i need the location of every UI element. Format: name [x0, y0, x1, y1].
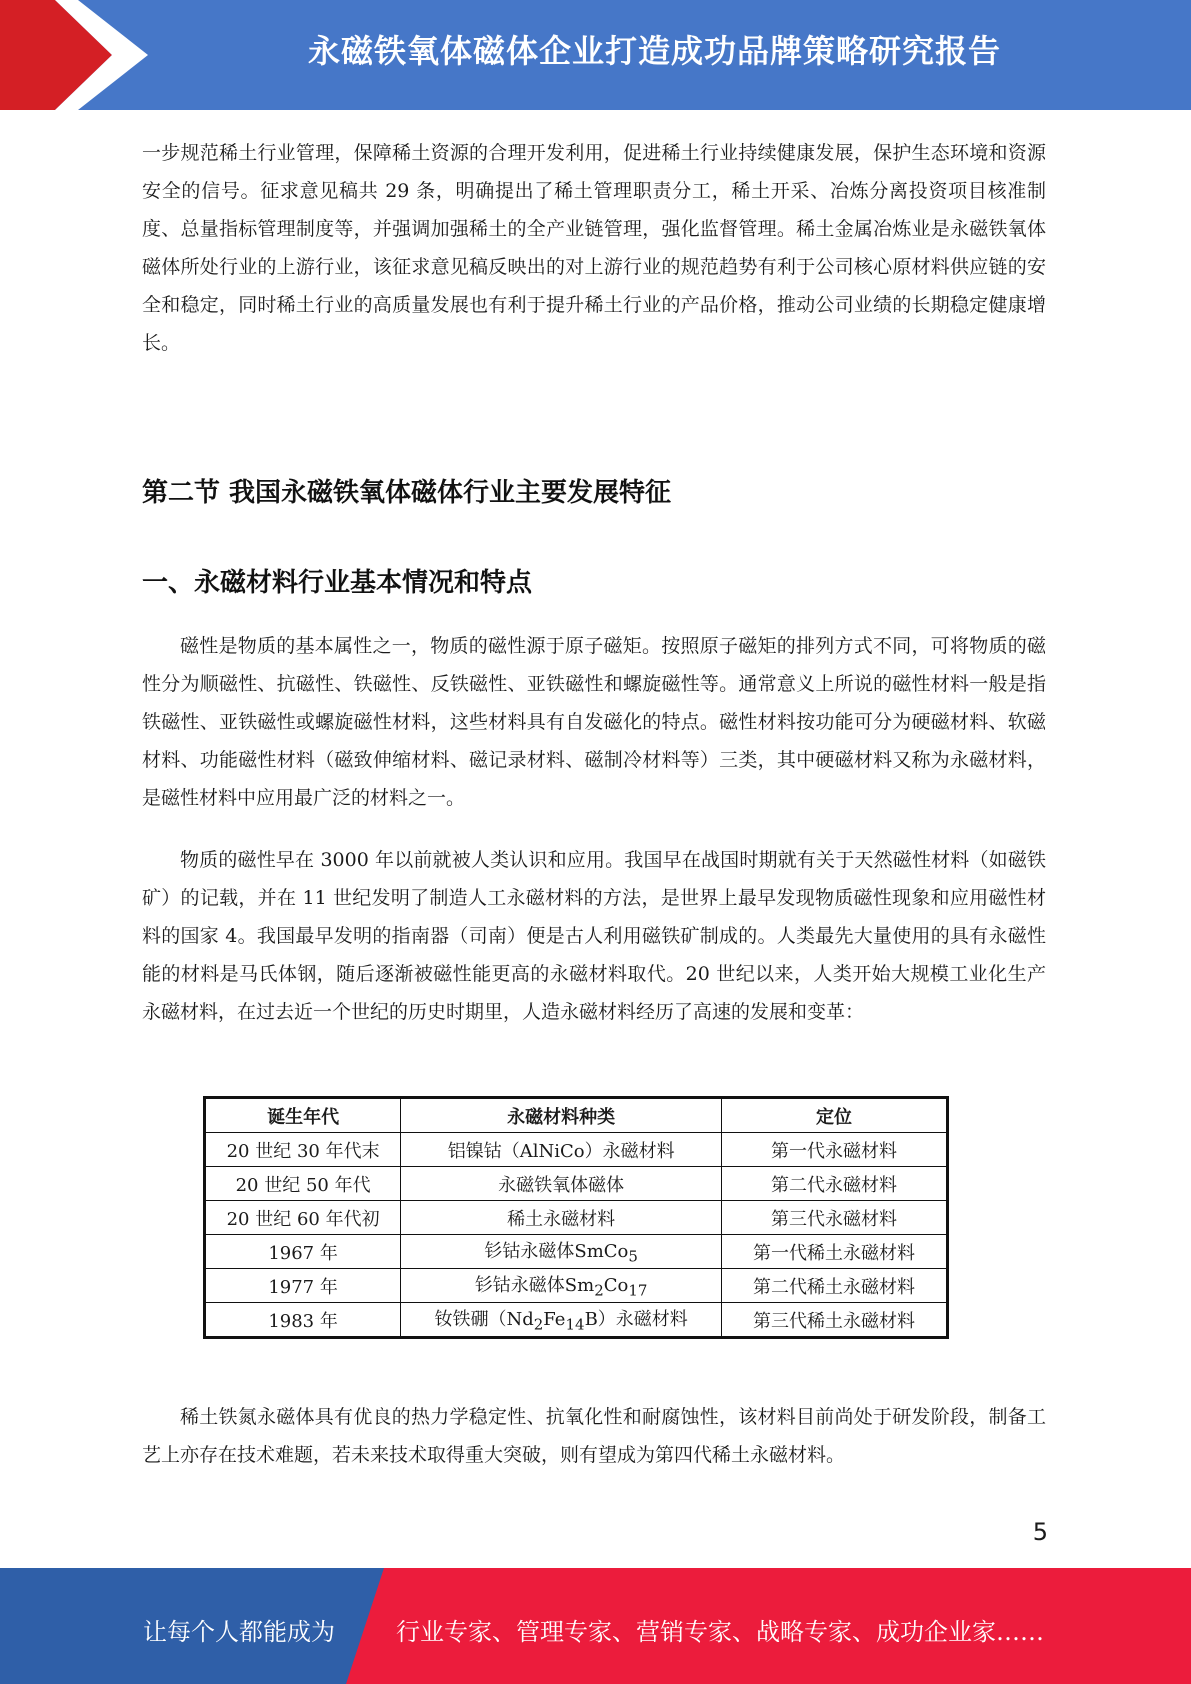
table-row [205, 1269, 948, 1303]
magnet-generations-table [203, 1096, 949, 1339]
table-row [205, 1303, 948, 1338]
cell-position: 第一代稀土永磁材料 [722, 1235, 948, 1269]
table-header-row [205, 1098, 948, 1133]
page-number: 5 [1032, 1518, 1048, 1546]
cell-position: 第二代永磁材料 [722, 1167, 948, 1201]
page-header [0, 0, 1191, 110]
subsection-heading: 一、永磁材料行业基本情况和特点 [142, 568, 533, 598]
formula-text: 钐钴永磁体SmCo [484, 1241, 629, 1263]
table-header-material: 永磁材料种类 [401, 1098, 722, 1133]
cell-position: 第三代稀土永磁材料 [722, 1303, 948, 1338]
cell-position: 第二代稀土永磁材料 [722, 1269, 948, 1303]
formula-subscript: 14 [565, 1315, 585, 1334]
cell-material [401, 1303, 722, 1338]
cell-material [401, 1269, 722, 1303]
cell-era: 20 世纪 50 年代 [205, 1167, 401, 1201]
body-paragraph-3 [142, 1398, 1046, 1474]
cell-era: 1983 年 [205, 1303, 401, 1338]
body-paragraph-1 [142, 627, 1046, 817]
formula-subscript: 2 [594, 1281, 604, 1300]
cell-material: 永磁铁氧体磁体 [401, 1167, 722, 1201]
formula-subscript: 5 [628, 1247, 638, 1266]
formula-subscript: 17 [628, 1281, 648, 1300]
section-heading: 第二节 我国永磁铁氧体磁体行业主要发展特征 [142, 478, 672, 508]
table-row [205, 1235, 948, 1269]
body-paragraph-2 [142, 841, 1046, 1031]
cell-era: 1977 年 [205, 1269, 401, 1303]
table-row [205, 1133, 948, 1167]
cell-era: 20 世纪 30 年代末 [205, 1133, 401, 1167]
cell-material [401, 1235, 722, 1269]
formula-text: 钕铁硼（Nd [434, 1309, 534, 1331]
table-header-era: 诞生年代 [205, 1098, 401, 1133]
paragraph-magnetism: 磁性是物质的基本属性之一，物质的磁性源于原子磁矩。按照原子磁矩的排列方式不同，可将物质的磁性分为顺磁性、抗磁性、铁磁性、反铁磁性、亚铁磁性和螺旋磁性等。通常意义上所说的磁性材料一般是指铁磁性、亚铁磁性或螺旋磁性材料，这些材料具有自发磁化的特点。磁性材料按功能可分为硬磁材料、软磁材料、功能磁性材料（磁致伸缩材料、磁记录材料、磁制冷材料等）三类，其中硬磁材料又称为永磁材料，是磁性材料中应用最广泛的材料之一。 [142, 635, 1046, 809]
formula-text: 钐钴永磁体Sm [474, 1275, 595, 1297]
cell-position: 第一代永磁材料 [722, 1133, 948, 1167]
table-row [205, 1167, 948, 1201]
cell-material: 铝镍钴（AlNiCo）永磁材料 [401, 1133, 722, 1167]
table-row [205, 1201, 948, 1235]
formula-text: Co [603, 1275, 629, 1297]
table-header-position: 定位 [722, 1098, 948, 1133]
cell-material: 稀土永磁材料 [401, 1201, 722, 1235]
intro-paragraph: 一步规范稀土行业管理，保障稀土资源的合理开发利用，促进稀土行业持续健康发展，保护生态环境和资源安全的信号。征求意见稿共 29 条，明确提出了稀土管理职责分工，稀土开采、冶炼分离投资项目核准制度、总量指标管理制度等，并强调加强稀土的全产业链管理，强化监督管理。稀土金属冶炼业是永磁铁氧体磁体所处行业的上游行业，该征求意见稿反映出的对上游行业的规范趋势有利于公司核心原材料供应链的安全和稳定，同时稀土行业的高质量发展也有利于提升稀土行业的产品价格，推动公司业绩的长期稳定健康增长。 [142, 142, 1046, 354]
formula-subscript: 2 [533, 1315, 544, 1334]
paragraph-history: 物质的磁性早在 3000 年以前就被人类认识和应用。我国早在战国时期就有关于天然磁性材料（如磁铁矿）的记载，并在 11 世纪发明了制造人工永磁材料的方法，是世界上最早发现物质磁性现象和应用磁性材料的国家 4。我国最早发明的指南器（司南）便是古人利用磁铁矿制成的。人类最先大量使用的具有永磁性能的材料是马氏体钢，随后逐渐被磁性能更高的永磁材料取代。20 世纪以来，人类开始大规模工业化生产永磁材料，在过去近一个世纪的历史时期里，人造永磁材料经历了高速的发展和变革： [142, 849, 1046, 1023]
cell-position: 第三代永磁材料 [722, 1201, 948, 1235]
paragraph-fourth-gen: 稀土铁氮永磁体具有优良的热力学稳定性、抗氧化性和耐腐蚀性，该材料目前尚处于研发阶段，制备工艺上亦存在技术难题，若未来技术取得重大突破，则有望成为第四代稀土永磁材料。 [142, 1406, 1046, 1466]
cell-era: 1967 年 [205, 1235, 401, 1269]
formula-text: B）永磁材料 [584, 1309, 688, 1331]
footer-slogan-right: 行业专家、管理专家、营销专家、战略专家、成功企业家…… [396, 1618, 1044, 1646]
report-title: 永磁铁氧体磁体企业打造成功品牌策略研究报告 [307, 32, 1001, 70]
footer-slogan-left: 让每个人都能成为 [143, 1618, 335, 1646]
cell-era: 20 世纪 60 年代初 [205, 1201, 401, 1235]
intro-section [142, 134, 1046, 362]
page-footer [0, 1568, 1191, 1684]
formula-text: Fe [543, 1309, 566, 1331]
